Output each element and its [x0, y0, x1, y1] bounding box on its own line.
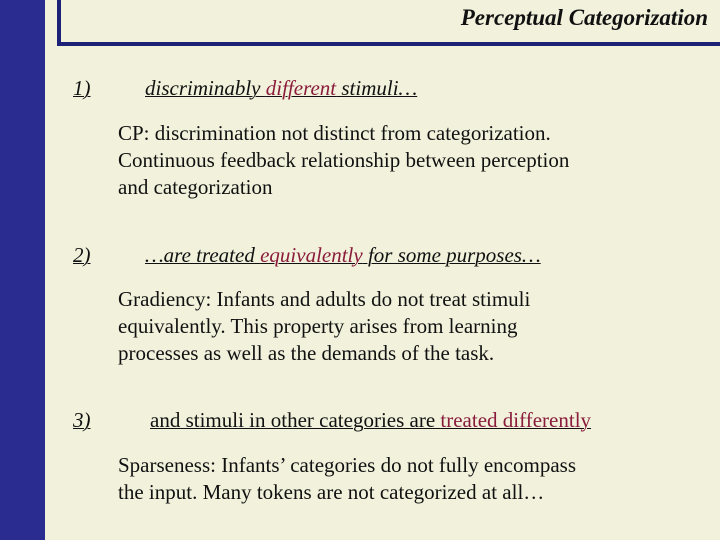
body-1-line: Continuous feedback relationship between perception: [118, 148, 570, 172]
heading-3-emphasis: treated differently: [440, 408, 592, 432]
title-bar: [57, 0, 720, 46]
item-number-1: 1): [73, 76, 91, 100]
item-body-3: [118, 452, 708, 506]
item-number-3: 3): [73, 408, 91, 432]
heading-1-pre: discriminably: [145, 76, 266, 100]
left-accent-bar: [0, 0, 45, 540]
item-heading-2: [145, 243, 541, 268]
body-2-line: equivalently. This property arises from learning: [118, 314, 518, 338]
heading-2-emphasis: equivalently: [260, 243, 363, 267]
heading-2-pre: …are treated: [145, 243, 261, 267]
body-3-line: the input. Many tokens are not categorized at all…: [118, 480, 545, 504]
heading-1-post: stimuli…: [336, 76, 418, 100]
item-number-2: 2): [73, 243, 91, 267]
body-1-line: and categorization: [118, 175, 273, 199]
item-body-1: [118, 120, 708, 201]
item-heading-1: [145, 76, 417, 101]
body-2-line: processes as well as the demands of the task.: [118, 341, 495, 365]
heading-1-emphasis: different: [265, 76, 337, 100]
item-heading-3: [150, 408, 591, 433]
slide-title: Perceptual Categorization: [460, 5, 708, 30]
item-body-2: [118, 286, 708, 367]
heading-2-post: for some purposes…: [362, 243, 541, 267]
body-1-line: CP: discrimination not distinct from categorization.: [118, 121, 551, 145]
body-2-line: Gradiency: Infants and adults do not treat stimuli: [118, 287, 531, 311]
body-3-line: Sparseness: Infants’ categories do not fully encompass: [118, 453, 576, 477]
heading-3-pre: and stimuli in other categories are: [150, 408, 441, 432]
